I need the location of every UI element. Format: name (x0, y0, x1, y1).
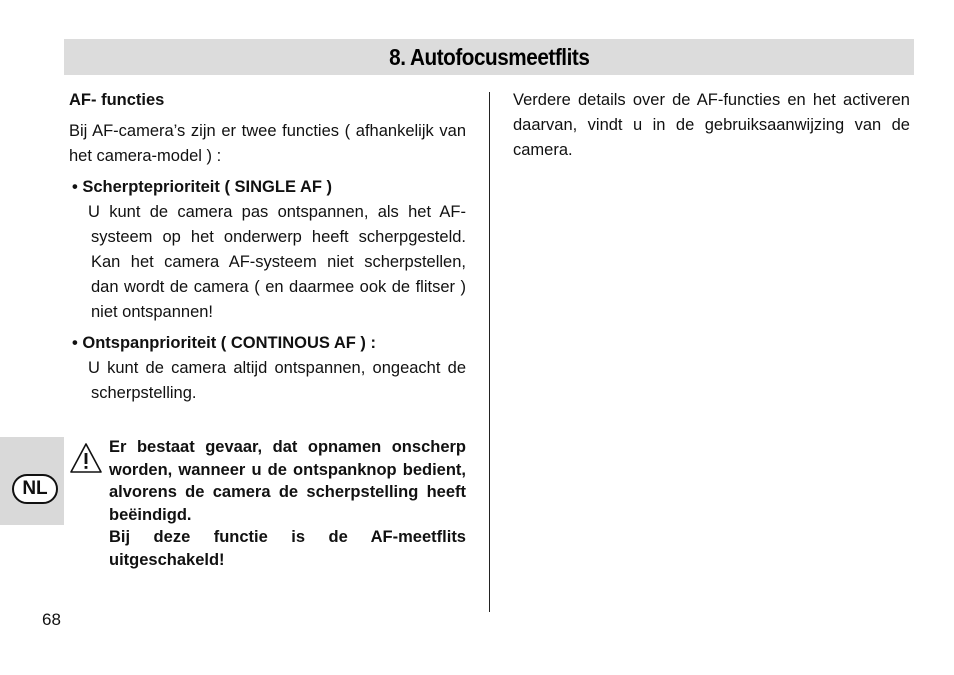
bullet-title-continuous-af: • Ontspanprioriteit ( CONTINOUS AF ) : (72, 334, 376, 352)
warning-text (109, 436, 466, 571)
bullet-body-single-af: U kunt de camera pas ontspannen, als het AF-systeem op het onderwerp heeft scherpgesteld. Kan het camera AF-systeem niet scherpstellen, dan wordt de camera ( en daarmee ook de flitser ) niet ontspannen! (88, 203, 466, 321)
column-divider (489, 92, 490, 612)
subsection-heading: AF- functies (69, 91, 165, 109)
warning-line-2: Bij deze functie is de AF-meetflits uitgeschakeld! (109, 528, 466, 569)
warning-block (69, 436, 466, 571)
left-column (69, 88, 466, 412)
warning-line-1: Er bestaat gevaar, dat opnamen onscherp worden, wanneer u de ontspanknop bedient, alvorens de camera de scherpstelling heeft beëindigd. (109, 438, 466, 524)
bullet-body-continuous-af: U kunt de camera altijd ontspannen, ongeacht de scherpstelling. (88, 359, 466, 402)
right-column (513, 88, 910, 163)
right-paragraph: Verdere details over de AF-functies en het activeren daarvan, vindt u in de gebruiksaanwijzing van de camera. (513, 91, 910, 159)
warning-triangle-icon (69, 442, 103, 474)
section-title-bar (64, 39, 914, 75)
page-number: 68 (42, 610, 61, 629)
intro-paragraph: Bij AF-camera’s zijn er twee functies ( afhankelijk van het camera-model ) : (69, 122, 466, 165)
page-title: 8. Autofocusmeetflits (388, 43, 590, 70)
language-badge: NL (12, 474, 58, 504)
bullet-title-single-af: • Scherpteprioriteit ( SINGLE AF ) (72, 178, 333, 196)
